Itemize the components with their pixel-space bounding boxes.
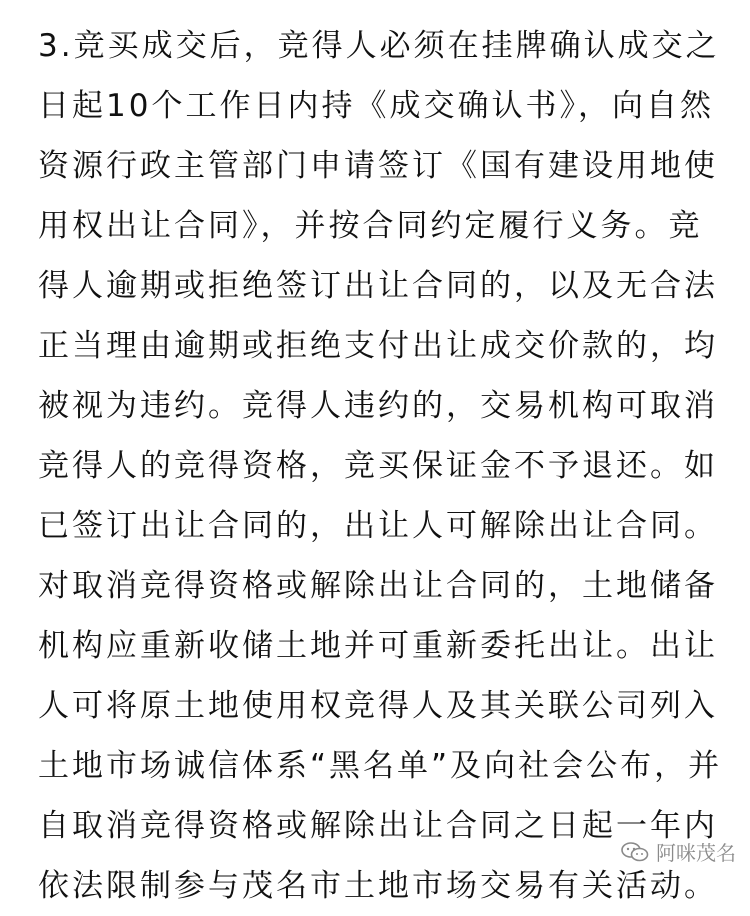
article-line: 日起10个工作日内持《成交确认书》，向自然 bbox=[38, 88, 714, 124]
article-body bbox=[38, 16, 728, 916]
article-line: 依法限制参与茂名市土地市场交易有关活动。 bbox=[38, 868, 718, 904]
watermark bbox=[620, 837, 736, 866]
article-line: 对取消竞得资格或解除出让合同的，土地储备 bbox=[38, 568, 718, 604]
article-line: 正当理由逾期或拒绝支付出让成交价款的，均 bbox=[38, 328, 718, 364]
article-line: 被视为违约。竞得人违约的，交易机构可取消 bbox=[38, 388, 718, 424]
watermark-text: 阿咪茂名 bbox=[656, 841, 736, 865]
article-line: 机构应重新收储土地并可重新委托出让。出让 bbox=[38, 628, 718, 664]
article-line: 用权出让合同》，并按合同约定履行义务。竞 bbox=[38, 208, 703, 244]
article-line: 人可将原土地使用权竞得人及其关联公司列入 bbox=[38, 688, 718, 724]
article-line: 3.竞买成交后，竞得人必须在挂牌确认成交之 bbox=[38, 28, 720, 64]
article-line: 自取消竞得资格或解除出让合同之日起一年内 bbox=[38, 808, 718, 844]
article-line: 资源行政主管部门申请签订《国有建设用地使 bbox=[38, 148, 718, 184]
article-line: 竞得人的竞得资格，竞买保证金不予退还。如 bbox=[38, 448, 718, 484]
wechat-icon bbox=[620, 841, 650, 863]
article-line: 土地市场诚信体系“黑名单”及向社会公布，并 bbox=[38, 748, 723, 784]
article-line: 已签订出让合同的，出让人可解除出让合同。 bbox=[38, 508, 718, 544]
article-line: 得人逾期或拒绝签订出让合同的，以及无合法 bbox=[38, 268, 718, 304]
